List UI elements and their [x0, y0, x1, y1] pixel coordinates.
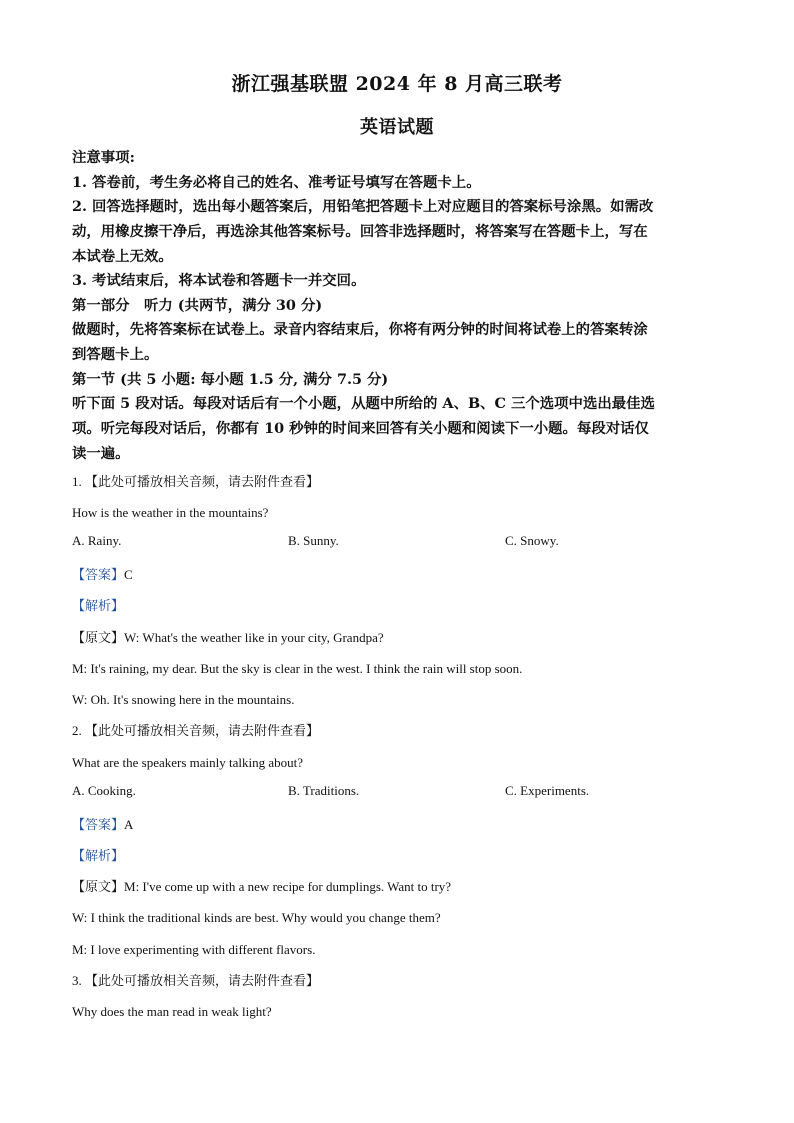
note-3: 3. 考试结束后，将本试卷和答题卡一并交回。 [72, 272, 366, 289]
section1-instructions-line-3: 读一遍。 [72, 445, 130, 462]
question-1-option-b: B. Sunny. [288, 533, 339, 548]
part1-instructions-line-2: 到答题卡上。 [72, 346, 159, 363]
question-2-stem: What are the speakers mainly talking about? [72, 755, 304, 770]
part1-instructions-line-1: 做题时，先将答案标在试卷上。录音内容结束后，你将有两分钟的时间将试卷上的答案转涂 [72, 321, 648, 338]
answer-tag: 【答案】 [72, 817, 125, 832]
answer-tag: 【答案】 [72, 567, 125, 582]
question-1-transcript-line-2: M: It's raining, my dear. But the sky is clear in the west. I think the rain will stop soon. [72, 661, 523, 676]
question-2-transcript-line-1 [72, 875, 724, 900]
exam-subject: 英语试题 [360, 117, 434, 138]
question-1-option-a: A. Rainy. [72, 533, 122, 548]
question-1-stem: How is the weather in the mountains? [72, 505, 269, 520]
note-1: 1. 答卷前，考生务必将自己的姓名、准考证号填写在答题卡上。 [72, 174, 481, 191]
question-3-stem: Why does the man read in weak light? [72, 1004, 272, 1019]
audio-link[interactable]: 【此处可播放相关音频，请去附件查看】 [85, 973, 320, 988]
section1-instructions-line-1: 听下面 5 段对话。每段对话后有一个小题，从题中所给的 A、B、C 三个选项中选出最佳选 [72, 395, 655, 412]
question-2-option-a: A. Cooking. [72, 783, 136, 798]
transcript-text: W: What's the weather like in your city, Grandpa? [124, 630, 384, 645]
question-2-header [72, 719, 724, 744]
question-number: 3. [72, 973, 82, 988]
question-1-header [72, 470, 724, 495]
question-1-transcript-line-1 [72, 626, 724, 651]
transcript-tag: 【原文】 [72, 630, 125, 645]
note-2-line-2: 动，用橡皮擦干净后，再选涂其他答案标号。回答非选择题时，将答案写在答题卡上，写在 [72, 223, 648, 240]
question-2-transcript-line-3: M: I love experimenting with different flavors. [72, 942, 316, 957]
question-2-option-c: C. Experiments. [505, 783, 590, 798]
question-number: 1. [72, 474, 82, 489]
answer-value: C [124, 567, 133, 582]
question-1-transcript-line-3: W: Oh. It's snowing here in the mountains. [72, 692, 295, 707]
answer-value: A [124, 817, 134, 832]
question-2-answer [72, 813, 724, 838]
question-2-analysis: 【解析】 [72, 848, 125, 863]
section1-instructions-line-2: 项。听完每段对话后，你都有 10 秒钟的时间来回答有关小题和阅读下一小题。每段对话仅 [72, 420, 649, 437]
notes-heading: 注意事项: [72, 149, 135, 166]
audio-link[interactable]: 【此处可播放相关音频，请去附件查看】 [85, 723, 320, 738]
question-2-transcript-line-2: W: I think the traditional kinds are best. Why would you change them? [72, 910, 441, 925]
part1-heading: 第一部分 听力 (共两节，满分 30 分) [72, 297, 323, 314]
question-1-option-c: C. Snowy. [505, 533, 559, 548]
audio-link[interactable]: 【此处可播放相关音频，请去附件查看】 [85, 474, 320, 489]
transcript-tag: 【原文】 [72, 879, 125, 894]
question-2-option-b: B. Traditions. [288, 783, 360, 798]
question-1-answer [72, 563, 724, 588]
transcript-text: M: I've come up with a new recipe for dumplings. Want to try? [124, 879, 452, 894]
section1-heading: 第一节 (共 5 小题: 每小题 1.5 分, 满分 7.5 分) [72, 371, 389, 388]
note-2-line-3: 本试卷上无效。 [72, 248, 173, 265]
question-3-header [72, 969, 724, 994]
question-1-analysis: 【解析】 [72, 598, 125, 613]
note-2-line-1: 2. 回答选择题时，选出每小题答案后，用铅笔把答题卡上对应题目的答案标号涂黑。如需改 [72, 198, 654, 215]
question-number: 2. [72, 723, 82, 738]
exam-title: 浙江强基联盟 2024 年 8 月高三联考 [231, 73, 563, 95]
